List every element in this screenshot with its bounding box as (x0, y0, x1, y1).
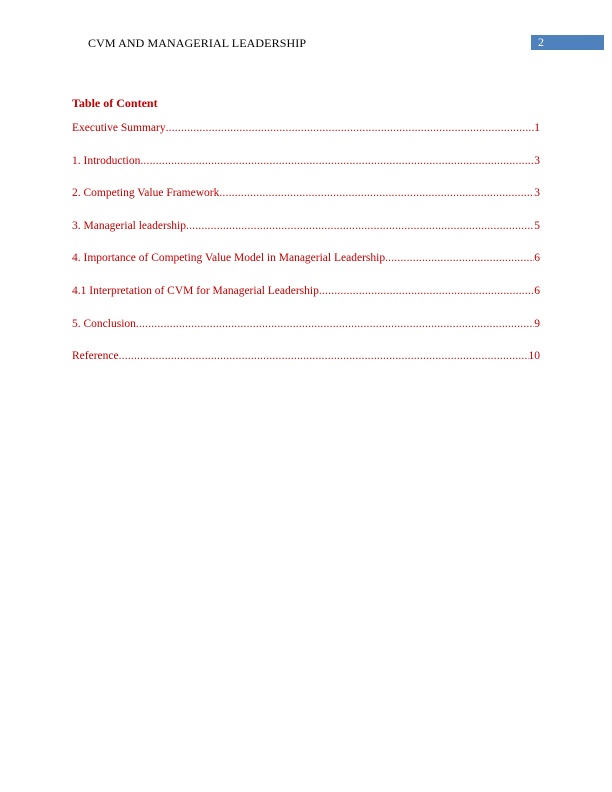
toc-dot-leader (319, 285, 534, 297)
toc-entry-label: 4.1 Interpretation of CVM for Managerial Leadership (72, 284, 319, 297)
toc-dot-leader (186, 220, 534, 232)
running-header-title: CVM AND MANAGERIAL LEADERSHIP (88, 36, 307, 50)
toc-entry-label: Reference (72, 350, 119, 363)
toc-dot-leader (140, 155, 534, 167)
toc-dot-leader (219, 187, 534, 199)
toc-entry-managerial-leadership[interactable] (72, 220, 540, 253)
toc-entry-label: 1. Introduction (72, 154, 141, 167)
toc-entry-label: 4. Importance of Competing Value Model in Managerial Leadership (72, 252, 386, 265)
toc-entry-label: 2. Competing Value Framework (72, 187, 220, 200)
toc-dot-leader (166, 122, 535, 134)
toc-entry-page: 3 (534, 154, 540, 167)
toc-entry-conclusion[interactable] (72, 318, 540, 351)
page-number: 2 (538, 35, 544, 49)
toc-title: Table of Content (72, 96, 158, 110)
toc-entry-page: 3 (534, 187, 540, 200)
toc-entry-label: 3. Managerial leadership (72, 219, 186, 232)
toc-dot-leader (119, 350, 529, 362)
toc-entry-label: 5. Conclusion (72, 317, 136, 330)
toc-entry-page: 10 (528, 350, 540, 363)
toc-dot-leader (136, 318, 534, 330)
toc-entry-reference[interactable] (72, 350, 540, 383)
toc-entry-executive-summary[interactable] (72, 122, 540, 155)
toc-entry-page: 1 (534, 122, 540, 134)
page-number-box (531, 35, 604, 50)
toc-entry-introduction[interactable] (72, 155, 540, 188)
toc-entry-page: 5 (534, 219, 540, 232)
toc-entry-page: 9 (534, 317, 540, 330)
toc-entry-competing-value-framework[interactable] (72, 187, 540, 220)
toc-entry-page: 6 (534, 252, 540, 265)
toc-entry-page: 6 (534, 284, 540, 297)
toc-entry-interpretation-of-cvm[interactable] (72, 285, 540, 318)
toc-entry-label: Executive Summary (72, 122, 166, 134)
toc-list (72, 122, 540, 383)
toc-dot-leader (385, 252, 534, 264)
toc-entry-importance-of-cvm[interactable] (72, 252, 540, 285)
